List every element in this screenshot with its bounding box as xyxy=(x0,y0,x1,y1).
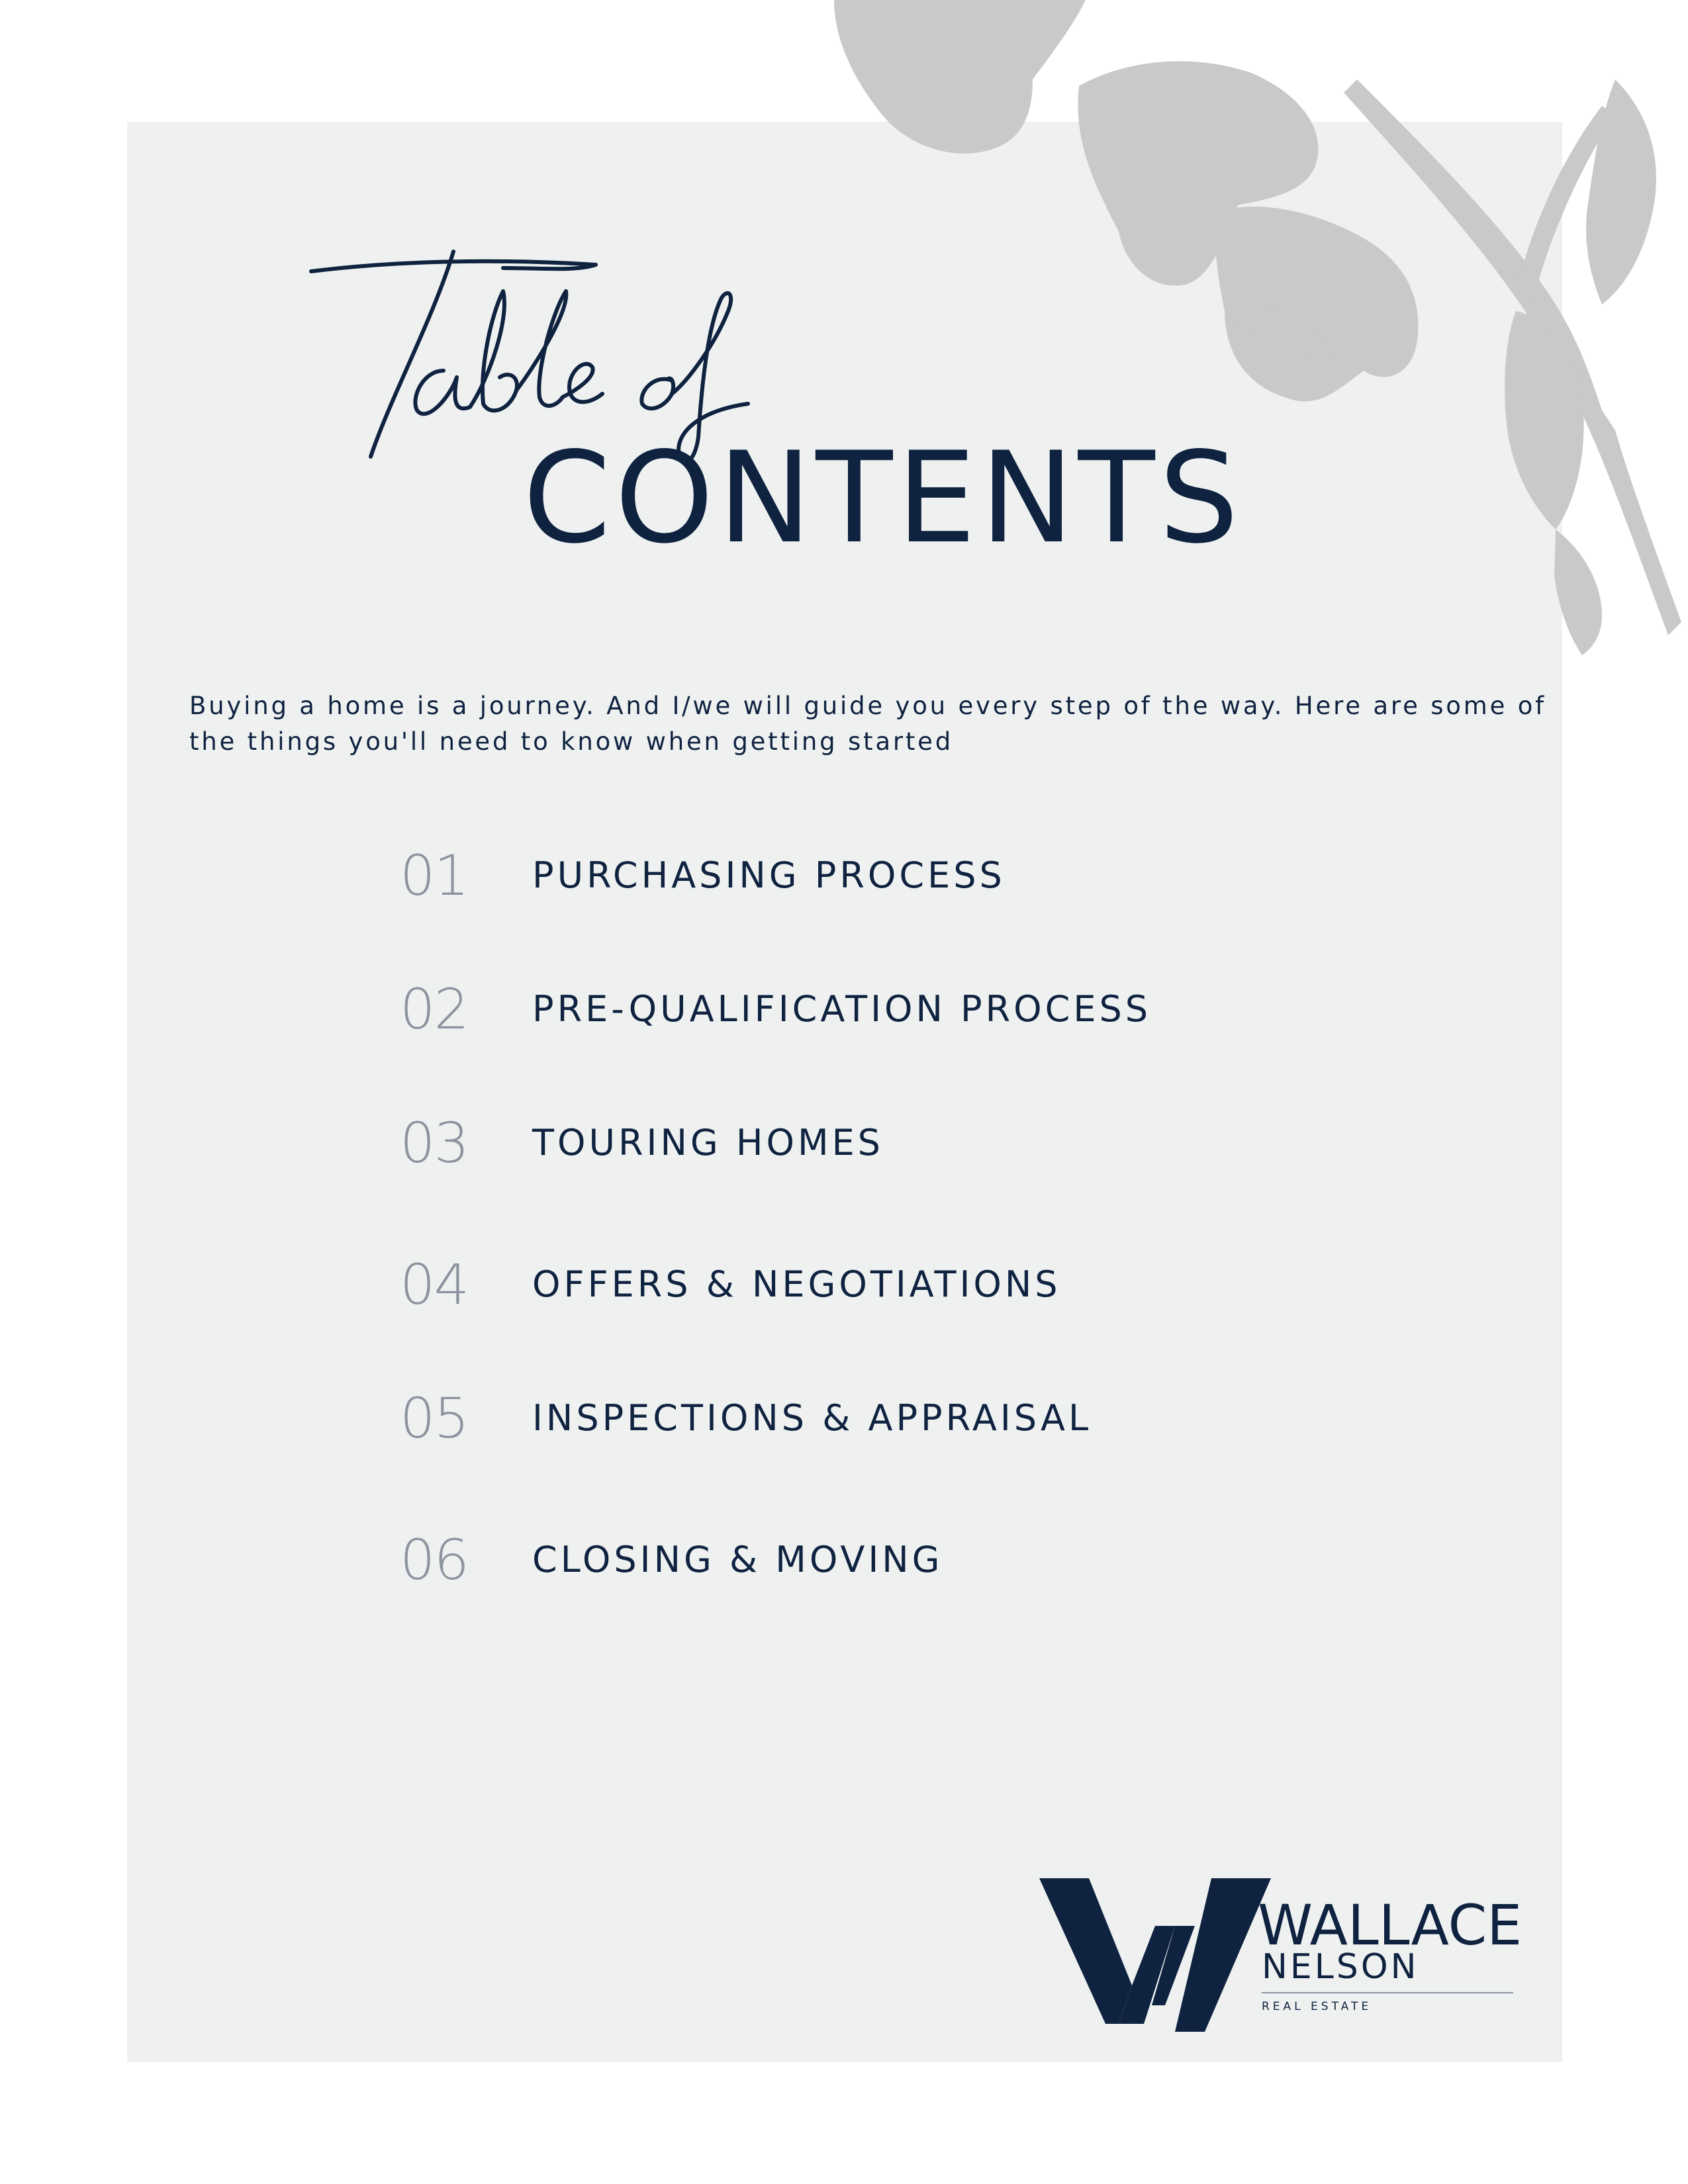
toc-item[interactable] xyxy=(0,1382,1092,1455)
toc-label: CLOSING & MOVING xyxy=(532,1539,943,1580)
toc-item[interactable] xyxy=(0,973,1152,1046)
toc-item[interactable] xyxy=(0,1107,1059,1179)
toc-number: 01 xyxy=(400,843,468,908)
logo-wordmark-wallace: WALLACE xyxy=(1258,1893,1523,1958)
toc-label: OFFERS & NEGOTIATIONS xyxy=(532,1263,1061,1305)
w-monogram-icon xyxy=(1033,1873,1271,2038)
brand-logo xyxy=(1033,1873,1549,2038)
toc-number: 05 xyxy=(400,1386,468,1451)
toc-number: 04 xyxy=(400,1252,468,1317)
intro-line-1: Buying a home is a journey. And I/we will guide you every step of the way. Here are some of xyxy=(189,692,1546,720)
logo-tagline: REAL ESTATE xyxy=(1262,2000,1372,2013)
toc-label: INSPECTIONS & APPRAISAL xyxy=(532,1397,1092,1439)
page-title: CONTENTS xyxy=(523,425,1243,571)
toc-label: PRE-QUALIFICATION PROCESS xyxy=(532,988,1152,1030)
intro-line-2: the things you'll need to know when getting started xyxy=(189,727,953,756)
toc-label: PURCHASING PROCESS xyxy=(532,854,1006,896)
toc-label: TOURING HOMES xyxy=(532,1122,884,1163)
logo-wordmark-nelson: NELSON xyxy=(1262,1947,1419,1987)
intro-text xyxy=(189,688,1546,760)
toc-item[interactable] xyxy=(0,1524,1059,1596)
toc-item[interactable] xyxy=(0,839,1059,912)
toc-number: 03 xyxy=(400,1111,468,1175)
toc-item[interactable] xyxy=(0,1248,1059,1321)
logo-divider xyxy=(1262,1992,1513,1993)
toc-number: 02 xyxy=(400,977,468,1042)
toc-number: 06 xyxy=(400,1527,468,1592)
